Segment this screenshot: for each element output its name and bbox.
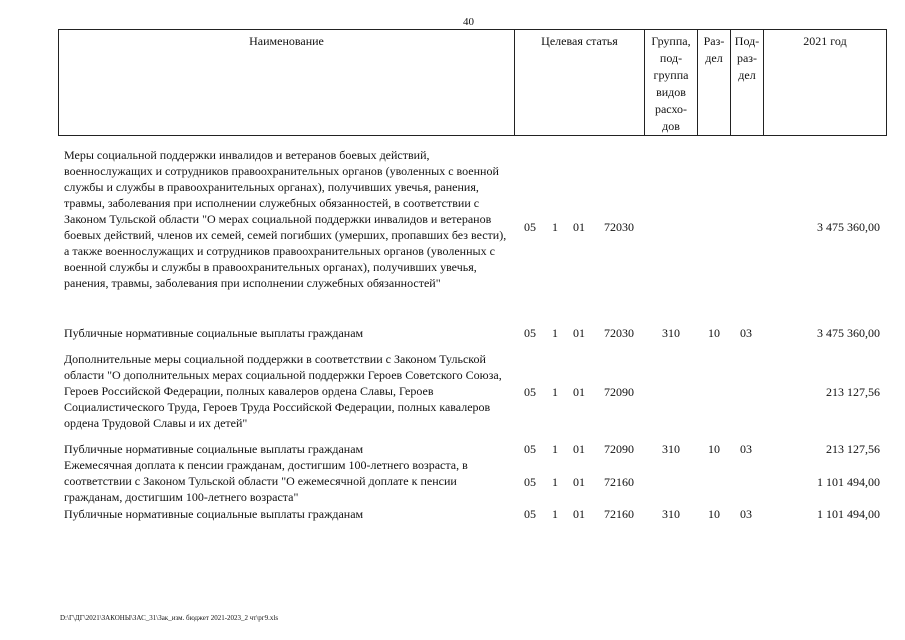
footer-file-path: D:\Г\ДГ\2021\ЗАКОНЫ\ЗАС_31\Зак_изм. бюджет 2021-2023_2 чт\рг9.xls bbox=[60, 614, 279, 622]
row-code: 72160 bbox=[604, 507, 634, 521]
row-subprogram: 1 bbox=[552, 507, 558, 521]
row-name: Дополнительные меры социальной поддержки в соответствии с Законом Тульской области "О дополнительных мерах социальной поддержки Героев Советского Союза, Героев Российской Федерации, полных кавалеров ордена Славы, Героев Социалистического Труда, Героев Труда Российской Федерации, полных кавалеров ордена Трудовой Славы и их детей" bbox=[64, 352, 502, 430]
row-expense-group: 310 bbox=[662, 326, 680, 340]
row-main-event: 01 bbox=[573, 385, 585, 399]
row-program: 05 bbox=[524, 385, 536, 399]
row-code: 72160 bbox=[604, 475, 634, 489]
header-target-article: Целевая статья bbox=[515, 30, 645, 136]
row-expense-group: 310 bbox=[662, 507, 680, 521]
row-subsection: 03 bbox=[740, 326, 752, 340]
row-amount: 213 127,56 bbox=[826, 442, 880, 456]
row-name: Меры социальной поддержки инвалидов и ветеранов боевых действий, военнослужащих и сотрудников правоохранительных органов (уволенных с военной службы и службы в правоохранительных органах), получивших увечья, ранения, травмы, заболевания при исполнении служебных обязанностей, в соответствии с Законом Тульской области "О мерах социальной поддержки инвалидов и ветеранов боевых действий, членов их семей, семей погибших (умерших, пропавших без вести), а также военнослужащих и сотрудников правоохранительных органов (уволенных с военной службы и службы в правоохранительных органах), получивших увечья, ранения, травмы, заболевания при исполнении служебных обязанностей" bbox=[64, 148, 507, 290]
row-name: Публичные нормативные социальные выплаты гражданам bbox=[64, 507, 364, 521]
row-name: Ежемесячная доплата к пенсии гражданам, достигшим 100-летнего возраста, в соответствии с Законом Тульской области "О ежемесячной доплате к пенсии гражданам, достигшим 100-летнего возраста" bbox=[64, 458, 468, 504]
row-code: 72090 bbox=[604, 442, 634, 456]
row-subsection: 03 bbox=[740, 507, 752, 521]
row-code: 72090 bbox=[604, 385, 634, 399]
row-name: Публичные нормативные социальные выплаты гражданам bbox=[64, 442, 364, 456]
row-subprogram: 1 bbox=[552, 475, 558, 489]
row-amount: 3 475 360,00 bbox=[817, 326, 880, 340]
row-main-event: 01 bbox=[573, 475, 585, 489]
header-expense-group: Группа, под- группа видов расхо- дов bbox=[645, 30, 698, 136]
row-main-event: 01 bbox=[573, 220, 585, 234]
row-amount: 3 475 360,00 bbox=[817, 220, 880, 234]
row-code: 72030 bbox=[604, 220, 634, 234]
table-header bbox=[58, 29, 887, 136]
row-program: 05 bbox=[524, 507, 536, 521]
row-main-event: 01 bbox=[573, 507, 585, 521]
header-subsection: Под- раз- дел bbox=[731, 30, 764, 136]
row-amount: 213 127,56 bbox=[826, 385, 880, 399]
row-program: 05 bbox=[524, 220, 536, 234]
row-amount: 1 101 494,00 bbox=[817, 507, 880, 521]
row-code: 72030 bbox=[604, 326, 634, 340]
row-program: 05 bbox=[524, 475, 536, 489]
row-program: 05 bbox=[524, 442, 536, 456]
page-number: 40 bbox=[463, 16, 474, 28]
row-subprogram: 1 bbox=[552, 220, 558, 234]
row-main-event: 01 bbox=[573, 442, 585, 456]
row-section: 10 bbox=[708, 442, 720, 456]
header-section: Раз- дел bbox=[698, 30, 731, 136]
row-subprogram: 1 bbox=[552, 385, 558, 399]
row-name: Публичные нормативные социальные выплаты гражданам bbox=[64, 326, 364, 340]
row-program: 05 bbox=[524, 326, 536, 340]
row-main-event: 01 bbox=[573, 326, 585, 340]
row-subprogram: 1 bbox=[552, 442, 558, 456]
row-expense-group: 310 bbox=[662, 442, 680, 456]
header-year: 2021 год bbox=[764, 30, 887, 136]
row-subprogram: 1 bbox=[552, 326, 558, 340]
row-section: 10 bbox=[708, 507, 720, 521]
header-name: Наименование bbox=[59, 30, 515, 136]
row-subsection: 03 bbox=[740, 442, 752, 456]
row-section: 10 bbox=[708, 326, 720, 340]
row-amount: 1 101 494,00 bbox=[817, 475, 880, 489]
